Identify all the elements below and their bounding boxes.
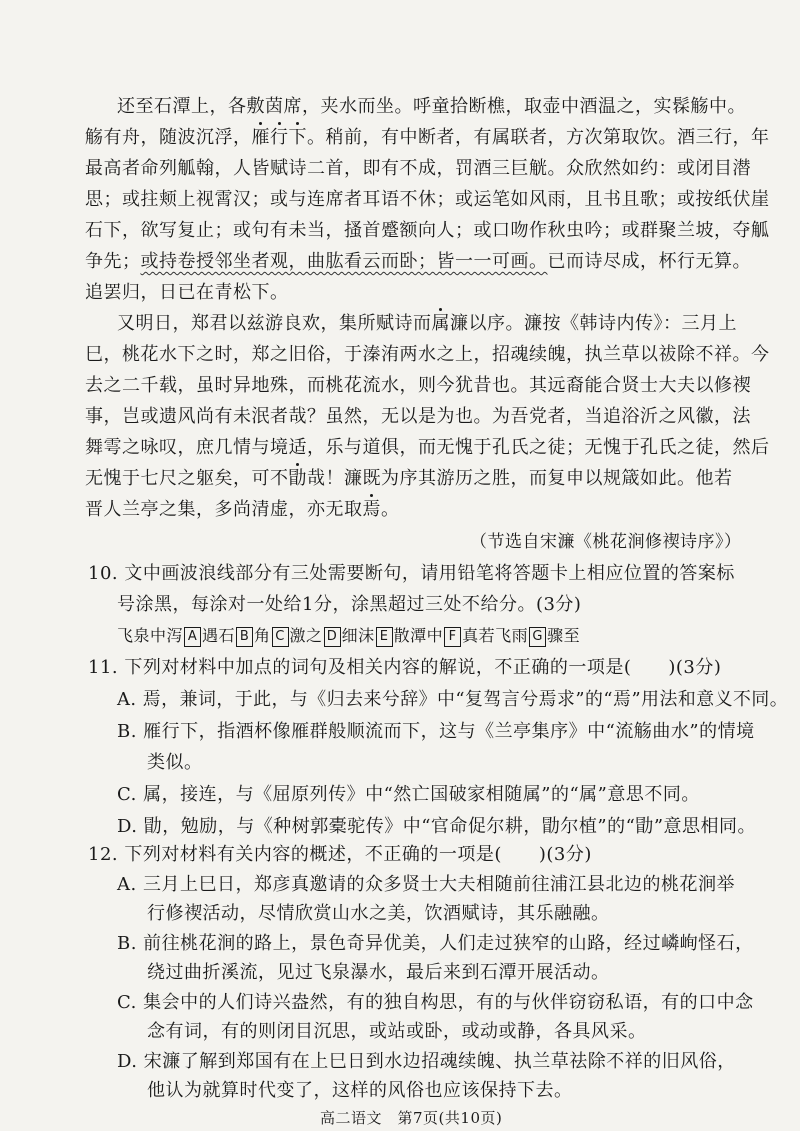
- answer-box-d[interactable]: D: [324, 627, 341, 647]
- option-a: A. 三月上巳日，郑彦真邀请的众多贤士大夫相随前往浦江县北边的桃花涧举: [117, 874, 735, 895]
- answer-box-b[interactable]: B: [236, 627, 253, 647]
- text-line: 又明日，郑君以兹游良欢，集所赋诗而属濂以序。濂按《韩诗内传》：三月上: [117, 313, 737, 334]
- question-stem: 号涂黑，每涂对一处给1分，涂黑超过三处不给分。(3分): [117, 594, 582, 615]
- dotted-word-shu: 属: [431, 313, 450, 334]
- text-line: 争先；或持卷授邻坐者观，曲肱看云而卧；皆一一可画。已而诗尽成，杯行无算。: [85, 251, 751, 272]
- option-b: B. 雁行下，指酒杯像雁群般顺流而下，这与《兰亭集序》中“流觞曲水”的情境: [117, 721, 755, 742]
- dotted-char: 雁: [251, 127, 270, 148]
- option-d-cont: 他认为就算时代变了，这样的风俗也应该保持下去。: [147, 1080, 573, 1101]
- dotted-word-yan: 焉: [362, 499, 381, 520]
- text-line: 事，岂或遗风尚有未泯者哉？虽然，无以是为也。为吾党者，当追浴沂之风徽，法: [85, 406, 751, 427]
- passage-source: （节选自宋濂《桃花涧修禊诗序》）: [470, 532, 742, 552]
- text-line: 觞有舟，随波沉浮，雁行下。稍前，有中断者，有属联者，方次第取饮。酒三行，年: [85, 127, 770, 148]
- answer-box-a[interactable]: A: [184, 627, 201, 647]
- answer-sequence: 飞泉中泻 A 遇石 B 角 C 激之 D 细沫 E 散潭中 F 真若飞雨 G 骤至: [117, 626, 581, 645]
- text-line: 去之二千载，虽时异地殊，而桃花流水，则今犹昔也。其远裔能合贤士大夫以修禊: [85, 375, 751, 396]
- option-b-cont: 绕过曲折溪流，见过飞泉瀑水，最后来到石潭开展活动。: [147, 962, 610, 983]
- text-line: 石下，欲写复止；或句有未当，搔首蹙额向人；或口吻作秋虫吟；或群聚兰坡，夺觚: [85, 220, 770, 241]
- option-c: C. 属，接连，与《屈原列传》中“然亡国破家相随属”的“属”意思不同。: [117, 784, 700, 805]
- answer-box-g[interactable]: G: [529, 627, 546, 647]
- answer-box-c[interactable]: C: [272, 627, 289, 647]
- option-d: D. 宋濂了解到郑国有在上巳日到水边招魂续魄、执兰草祛除不祥的旧风俗，: [117, 1051, 736, 1072]
- option-c-cont: 念有词，有的则闭目沉思，或站或卧，或动或静，各具风采。: [147, 1021, 647, 1042]
- text-line: 还至石潭上，各敷茵席，夹水而坐。呼童拾断樵，取壶中酒温之，实髹觞中。: [117, 96, 746, 117]
- option-a: A. 焉，兼词，于此，与《归去来兮辞》中“复驾言兮焉求”的“焉”用法和意义不同。: [117, 689, 789, 710]
- wavy-underlined-sentence: 或持卷授邻坐者观，曲肱看云而卧；皆一一可画。: [140, 251, 548, 272]
- question-stem: 11. 下列对材料中加点的词句及相关内容的解说，不正确的一项是( )(3分): [88, 657, 722, 678]
- answer-box-f[interactable]: F: [444, 627, 461, 647]
- text-line: 思；或拄颊上视霄汉；或与连席者耳语不休；或运笔如风雨，且书且歌；或按纸伏崖: [85, 189, 770, 210]
- text-line: 晋人兰亭之集，多尚清虚，亦无取焉。: [85, 499, 400, 520]
- text-line: 追罢归，日已在青松下。: [85, 282, 289, 303]
- answer-box-e[interactable]: E: [376, 627, 393, 647]
- page-footer: 高二语文 第7页(共10页): [320, 1109, 503, 1127]
- dotted-char: 下: [288, 127, 307, 148]
- dotted-word-xu: 勖: [288, 468, 307, 489]
- dotted-word-yanxingxia: [252, 127, 308, 148]
- question-stem: 12. 下列对材料有关内容的概述，不正确的一项是( )(3分): [88, 844, 592, 865]
- text-line: 无愧于七尺之躯矣，可不勖哉！濂既为序其游历之胜，而复申以规箴如此。他若: [85, 468, 733, 489]
- option-c: C. 集会中的人们诗兴盎然，有的独自构思，有的与伙伴窃窃私语，有的口中念: [117, 992, 754, 1013]
- dotted-char: 行: [270, 127, 289, 148]
- text-line: 最高者命列觚翰，人皆赋诗二首，即有不成，罚酒三巨觥。众欣然如约：或闭目潜: [85, 158, 751, 179]
- option-b-cont: 类似。: [147, 752, 203, 773]
- option-b: B. 前往桃花涧的路上，景色奇异优美，人们走过狭窄的山路，经过嶙峋怪石，: [117, 933, 754, 954]
- text-line: 巳，桃花水下之时，郑之旧俗，于溱洧两水之上，招魂续魄，执兰草以祓除不祥。今: [85, 344, 770, 365]
- option-d: D. 勖，勉励，与《种树郭橐驼传》中“官命促尔耕，勖尔植”的“勖”意思相同。: [117, 816, 757, 837]
- question-stem: 10. 文中画波浪线部分有三处需要断句，请用铅笔将答题卡上相应位置的答案标: [88, 563, 735, 584]
- option-a-cont: 行修禊活动，尽情欣赏山水之美，饮酒赋诗，其乐融融。: [147, 903, 610, 924]
- text-line: 舞雩之咏叹，庶几情与境适，乐与道俱，而无愧于孔氏之徒；无愧于孔氏之徒，然后: [85, 437, 770, 458]
